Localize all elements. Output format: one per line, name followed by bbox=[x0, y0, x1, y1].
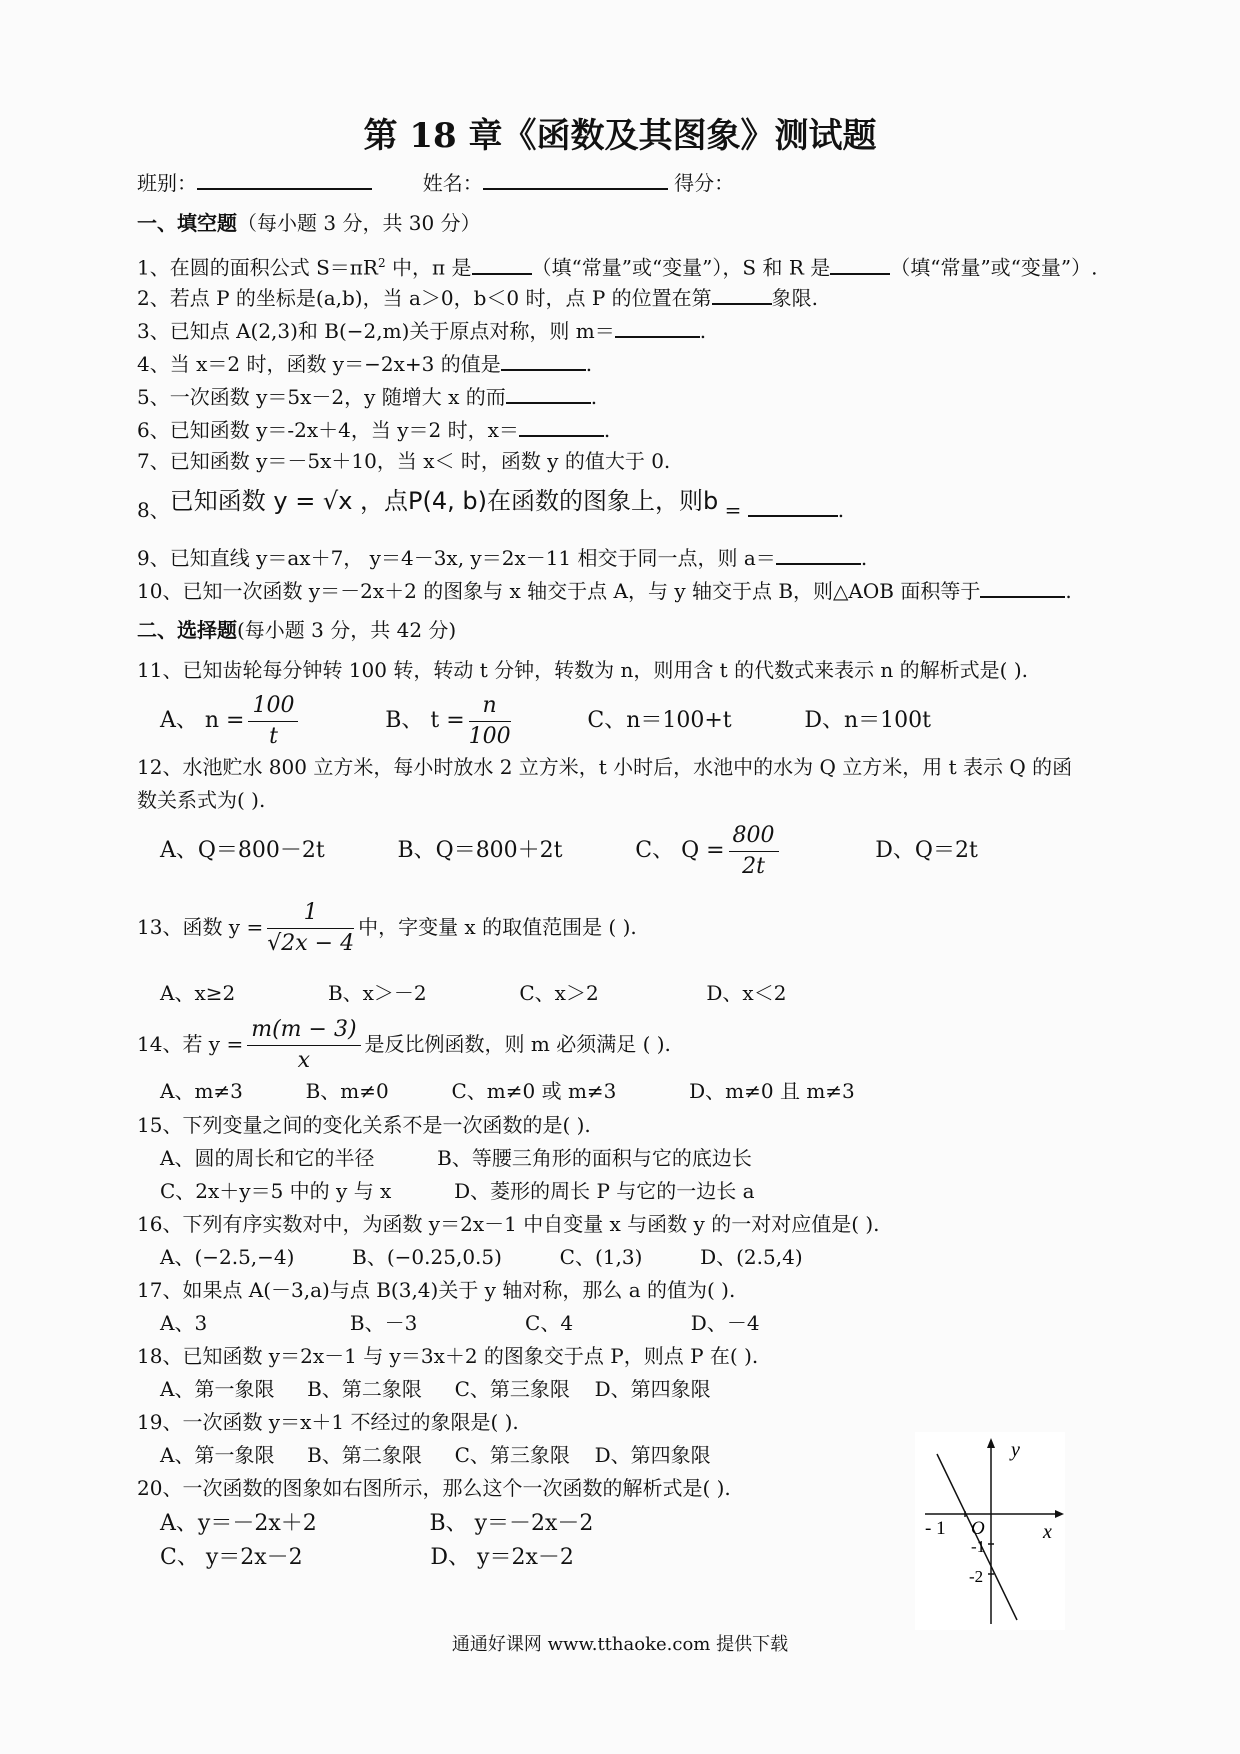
q14-denominator: x bbox=[297, 1048, 311, 1073]
q6-end: . bbox=[603, 418, 611, 442]
question-7 bbox=[137, 448, 670, 474]
q16-option-c: C、(1,3) bbox=[559, 1245, 643, 1269]
q11-option-c: C、n＝100+t bbox=[587, 708, 732, 733]
page-title: 第 18 章《函数及其图象》测试题 bbox=[363, 116, 877, 156]
q9-end: . bbox=[860, 546, 868, 570]
q2-text-b: 象限. bbox=[771, 286, 819, 310]
question-19-stem: 19、一次函数 y＝x＋1 不经过的象限是( ). bbox=[137, 1410, 519, 1434]
score-label: 得分： bbox=[674, 171, 735, 195]
q11-option-b-label: B、 t = bbox=[385, 708, 465, 733]
q20-option-c: C、 y＝2x－2 bbox=[160, 1545, 303, 1570]
q7-text: 7、已知函数 y＝－5x＋10，当 x＜ 时，函数 y 的值大于 0. bbox=[137, 449, 671, 473]
q8-blank[interactable] bbox=[748, 495, 838, 517]
question-9 bbox=[137, 543, 867, 571]
question-11-stem: 11、已知齿轮每分钟转 100 转，转动 t 分钟，转数为 n，则用含 t 的代数式来表示 n 的解析式是( ). bbox=[137, 658, 1028, 682]
question-18-stem: 18、已知函数 y＝2x－1 与 y＝3x＋2 的图象交于点 P，则点 P 在( ). bbox=[137, 1344, 759, 1368]
question-19-options bbox=[160, 1442, 711, 1468]
q13-option-a: A、x≥2 bbox=[160, 981, 236, 1005]
graph-y-label: y bbox=[1011, 1439, 1020, 1461]
q12-option-b: B、Q＝800＋2t bbox=[397, 838, 563, 863]
q11-a-denominator: t bbox=[269, 724, 278, 749]
q19-option-b: B、第二象限 bbox=[307, 1443, 422, 1467]
question-8 bbox=[137, 487, 845, 523]
q8-end: . bbox=[837, 498, 845, 522]
q8-text: 已知函数 y = √x ，点P(4, b)在函数的图象上，则b bbox=[169, 487, 719, 515]
linear-function-graph bbox=[915, 1432, 1065, 1630]
q8-equals: = bbox=[718, 498, 748, 522]
section-1-note: （每小题 3 分，共 30 分） bbox=[237, 211, 481, 235]
graph-y-tick-label-1: -1 bbox=[971, 1537, 986, 1556]
section-2-title: 二、选择题 bbox=[137, 618, 237, 642]
q14-option-d: D、m≠0 且 m≠3 bbox=[689, 1079, 855, 1103]
q15-option-a: A、圆的周长和它的半径 bbox=[160, 1146, 375, 1170]
q18-option-b: B、第二象限 bbox=[307, 1377, 422, 1401]
q11-option-a-label: A、 n = bbox=[160, 708, 245, 733]
q19-option-c: C、第三象限 bbox=[454, 1443, 570, 1467]
q1-text-c: （填“常量”或“变量”），S 和 R 是 bbox=[531, 255, 831, 280]
q1-text-d: （填“常量”或“变量”）. bbox=[890, 255, 1098, 280]
question-3 bbox=[137, 316, 706, 344]
q20-option-b: B、 y＝－2x－2 bbox=[429, 1511, 594, 1536]
q11-option-d: D、n＝100t bbox=[804, 708, 931, 733]
question-4 bbox=[137, 349, 592, 377]
graph-y-tick-label-2: -2 bbox=[969, 1567, 984, 1586]
q4-text: 4、当 x＝2 时，函数 y＝−2x+3 的值是 bbox=[137, 352, 501, 376]
q13-denominator: √2x − 4 bbox=[267, 931, 355, 956]
question-20-stem: 20、一次函数的图象如右图所示，那么这个一次函数的解析式是( ). bbox=[137, 1476, 731, 1500]
question-11-options bbox=[160, 690, 931, 752]
question-1 bbox=[137, 250, 1098, 281]
q3-blank[interactable] bbox=[615, 316, 700, 338]
q19-option-a: A、第一象限 bbox=[160, 1443, 275, 1467]
q1-blank-2[interactable] bbox=[830, 253, 890, 275]
q12-option-d: D、Q＝2t bbox=[875, 838, 978, 863]
q20-option-a: A、y＝－2x＋2 bbox=[160, 1511, 317, 1536]
question-15-options-1 bbox=[160, 1145, 752, 1171]
question-17-stem: 17、如果点 A(－3,a)与点 B(3,4)关于 y 轴对称，那么 a 的值为( ). bbox=[137, 1278, 736, 1302]
q1-text-a: 1、在圆的面积公式 S＝πR bbox=[137, 255, 378, 280]
q13-numerator: 1 bbox=[267, 898, 354, 929]
q4-blank[interactable] bbox=[501, 349, 586, 371]
q16-option-b: B、(−0.25,0.5) bbox=[352, 1245, 502, 1269]
question-14 bbox=[137, 1012, 671, 1076]
q18-option-a: A、第一象限 bbox=[160, 1377, 275, 1401]
q9-text: 9、已知直线 y＝ax＋7， y＝4－3x, y＝2x－11 相交于同一点，则 a＝ bbox=[137, 546, 776, 570]
q17-option-a: A、3 bbox=[160, 1311, 208, 1335]
q12-c-denominator: 2t bbox=[742, 854, 765, 879]
q6-blank[interactable] bbox=[519, 415, 604, 437]
question-14-options bbox=[160, 1078, 855, 1104]
graph-x-tick-label: - 1 bbox=[925, 1518, 946, 1539]
q11-a-numerator: 100 bbox=[248, 691, 298, 722]
q18-option-d: D、第四象限 bbox=[594, 1377, 711, 1401]
question-5 bbox=[137, 382, 597, 410]
q13-option-d: D、x＜2 bbox=[706, 981, 787, 1005]
question-20-options-1 bbox=[160, 1510, 593, 1537]
q15-option-d: D、菱形的周长 P 与它的一边长 a bbox=[454, 1179, 755, 1203]
question-6 bbox=[137, 415, 610, 443]
q10-blank[interactable] bbox=[980, 576, 1065, 598]
q17-option-b: B、－3 bbox=[349, 1311, 418, 1335]
question-16-options bbox=[160, 1244, 803, 1270]
q14-option-c: C、m≠0 或 m≠3 bbox=[451, 1079, 617, 1103]
question-15-stem: 15、下列变量之间的变化关系不是一次函数的是( ). bbox=[137, 1113, 591, 1137]
q1-blank-1[interactable] bbox=[472, 253, 532, 275]
class-field[interactable] bbox=[197, 168, 372, 190]
class-label: 班别： bbox=[137, 171, 197, 195]
q6-text: 6、已知函数 y＝-2x＋4，当 y＝2 时，x＝ bbox=[137, 418, 519, 442]
name-label: 姓名： bbox=[422, 171, 483, 195]
question-12-options bbox=[160, 818, 978, 883]
q16-option-a: A、(−2.5,−4) bbox=[160, 1245, 295, 1269]
q2-text-a: 2、若点 P 的坐标是(a,b)，当 a＞0，b＜0 时，点 P 的位置在第 bbox=[137, 286, 712, 310]
q5-text: 5、一次函数 y＝5x－2，y 随增大 x 的而 bbox=[137, 385, 506, 409]
q15-option-c: C、2x＋y＝5 中的 y 与 x bbox=[160, 1179, 392, 1203]
footer: 通通好课网 www.tthaoke.com 提供下载 bbox=[451, 1634, 789, 1655]
graph-x-label: x bbox=[1043, 1521, 1052, 1543]
question-20-options-2 bbox=[160, 1544, 574, 1571]
question-10 bbox=[137, 576, 1072, 604]
q12-option-a: A、Q＝800－2t bbox=[160, 838, 325, 863]
q20-option-d: D、 y＝2x－2 bbox=[430, 1545, 574, 1570]
q13-option-b: B、x＞－2 bbox=[327, 981, 427, 1005]
q1-sup: 2 bbox=[378, 256, 386, 270]
graph-origin-label: O bbox=[971, 1518, 985, 1539]
q12-option-c-label: C、 Q = bbox=[635, 838, 725, 863]
q18-option-c: C、第三象限 bbox=[454, 1377, 570, 1401]
q14-option-b: B、m≠0 bbox=[305, 1079, 389, 1103]
question-13-options bbox=[160, 980, 786, 1006]
q17-option-d: D、－4 bbox=[690, 1311, 760, 1335]
question-17-options bbox=[160, 1310, 760, 1336]
q4-end: . bbox=[585, 352, 593, 376]
q1-text-b: 中，π 是 bbox=[385, 255, 472, 280]
name-field[interactable] bbox=[483, 168, 668, 190]
question-16-stem: 16、下列有序实数对中，为函数 y＝2x－1 中自变量 x 与函数 y 的一对对应值是( ). bbox=[137, 1212, 880, 1236]
section-1-heading bbox=[137, 210, 481, 236]
q3-text: 3、已知点 A(2,3)和 B(−2,m)关于原点对称，则 m＝ bbox=[137, 319, 615, 343]
q11-b-numerator: n bbox=[469, 691, 511, 722]
q12-c-numerator: 800 bbox=[729, 821, 779, 852]
question-15-options-2 bbox=[160, 1178, 755, 1204]
q19-option-d: D、第四象限 bbox=[594, 1443, 711, 1467]
q13-option-c: C、x＞2 bbox=[519, 981, 599, 1005]
question-2 bbox=[137, 283, 818, 311]
q8-number: 8、 bbox=[137, 498, 170, 522]
q11-b-denominator: 100 bbox=[468, 724, 511, 749]
section-1-title: 一、填空题 bbox=[137, 211, 237, 235]
question-12-stem-2: 数关系式为( ). bbox=[137, 788, 266, 812]
q14-prefix: 14、若 y = bbox=[137, 1032, 244, 1056]
q5-end: . bbox=[590, 385, 598, 409]
q13-prefix: 13、函数 y = bbox=[137, 915, 264, 939]
q10-end: . bbox=[1065, 579, 1072, 603]
q14-suffix: 是反比例函数，则 m 必须满足 ( ). bbox=[364, 1032, 671, 1056]
question-13 bbox=[137, 895, 637, 959]
header-line bbox=[137, 168, 734, 196]
q3-end: . bbox=[699, 319, 707, 343]
section-2-note: (每小题 3 分，共 42 分) bbox=[237, 618, 457, 642]
q9-blank[interactable] bbox=[776, 543, 861, 565]
q13-suffix: 中，字变量 x 的取值范围是 ( ). bbox=[358, 915, 637, 939]
q2-blank[interactable] bbox=[712, 283, 772, 305]
q10-text: 10、已知一次函数 y＝－2x＋2 的图象与 x 轴交于点 A，与 y 轴交于点 B，则△AOB 面积等于 bbox=[137, 579, 981, 603]
q16-option-d: D、(2.5,4) bbox=[700, 1245, 803, 1269]
q17-option-c: C、4 bbox=[525, 1311, 574, 1335]
q5-blank[interactable] bbox=[506, 382, 591, 404]
question-18-options bbox=[160, 1376, 711, 1402]
question-12-stem-1: 12、水池贮水 800 立方米，每小时放水 2 立方米，t 小时后，水池中的水为 Q 立方米，用 t 表示 Q 的函 bbox=[137, 755, 1073, 779]
q14-option-a: A、m≠3 bbox=[160, 1079, 243, 1103]
section-2-heading bbox=[137, 617, 456, 643]
q15-option-b: B、等腰三角形的面积与它的底边长 bbox=[437, 1146, 752, 1170]
q14-numerator: m(m − 3) bbox=[247, 1015, 360, 1046]
